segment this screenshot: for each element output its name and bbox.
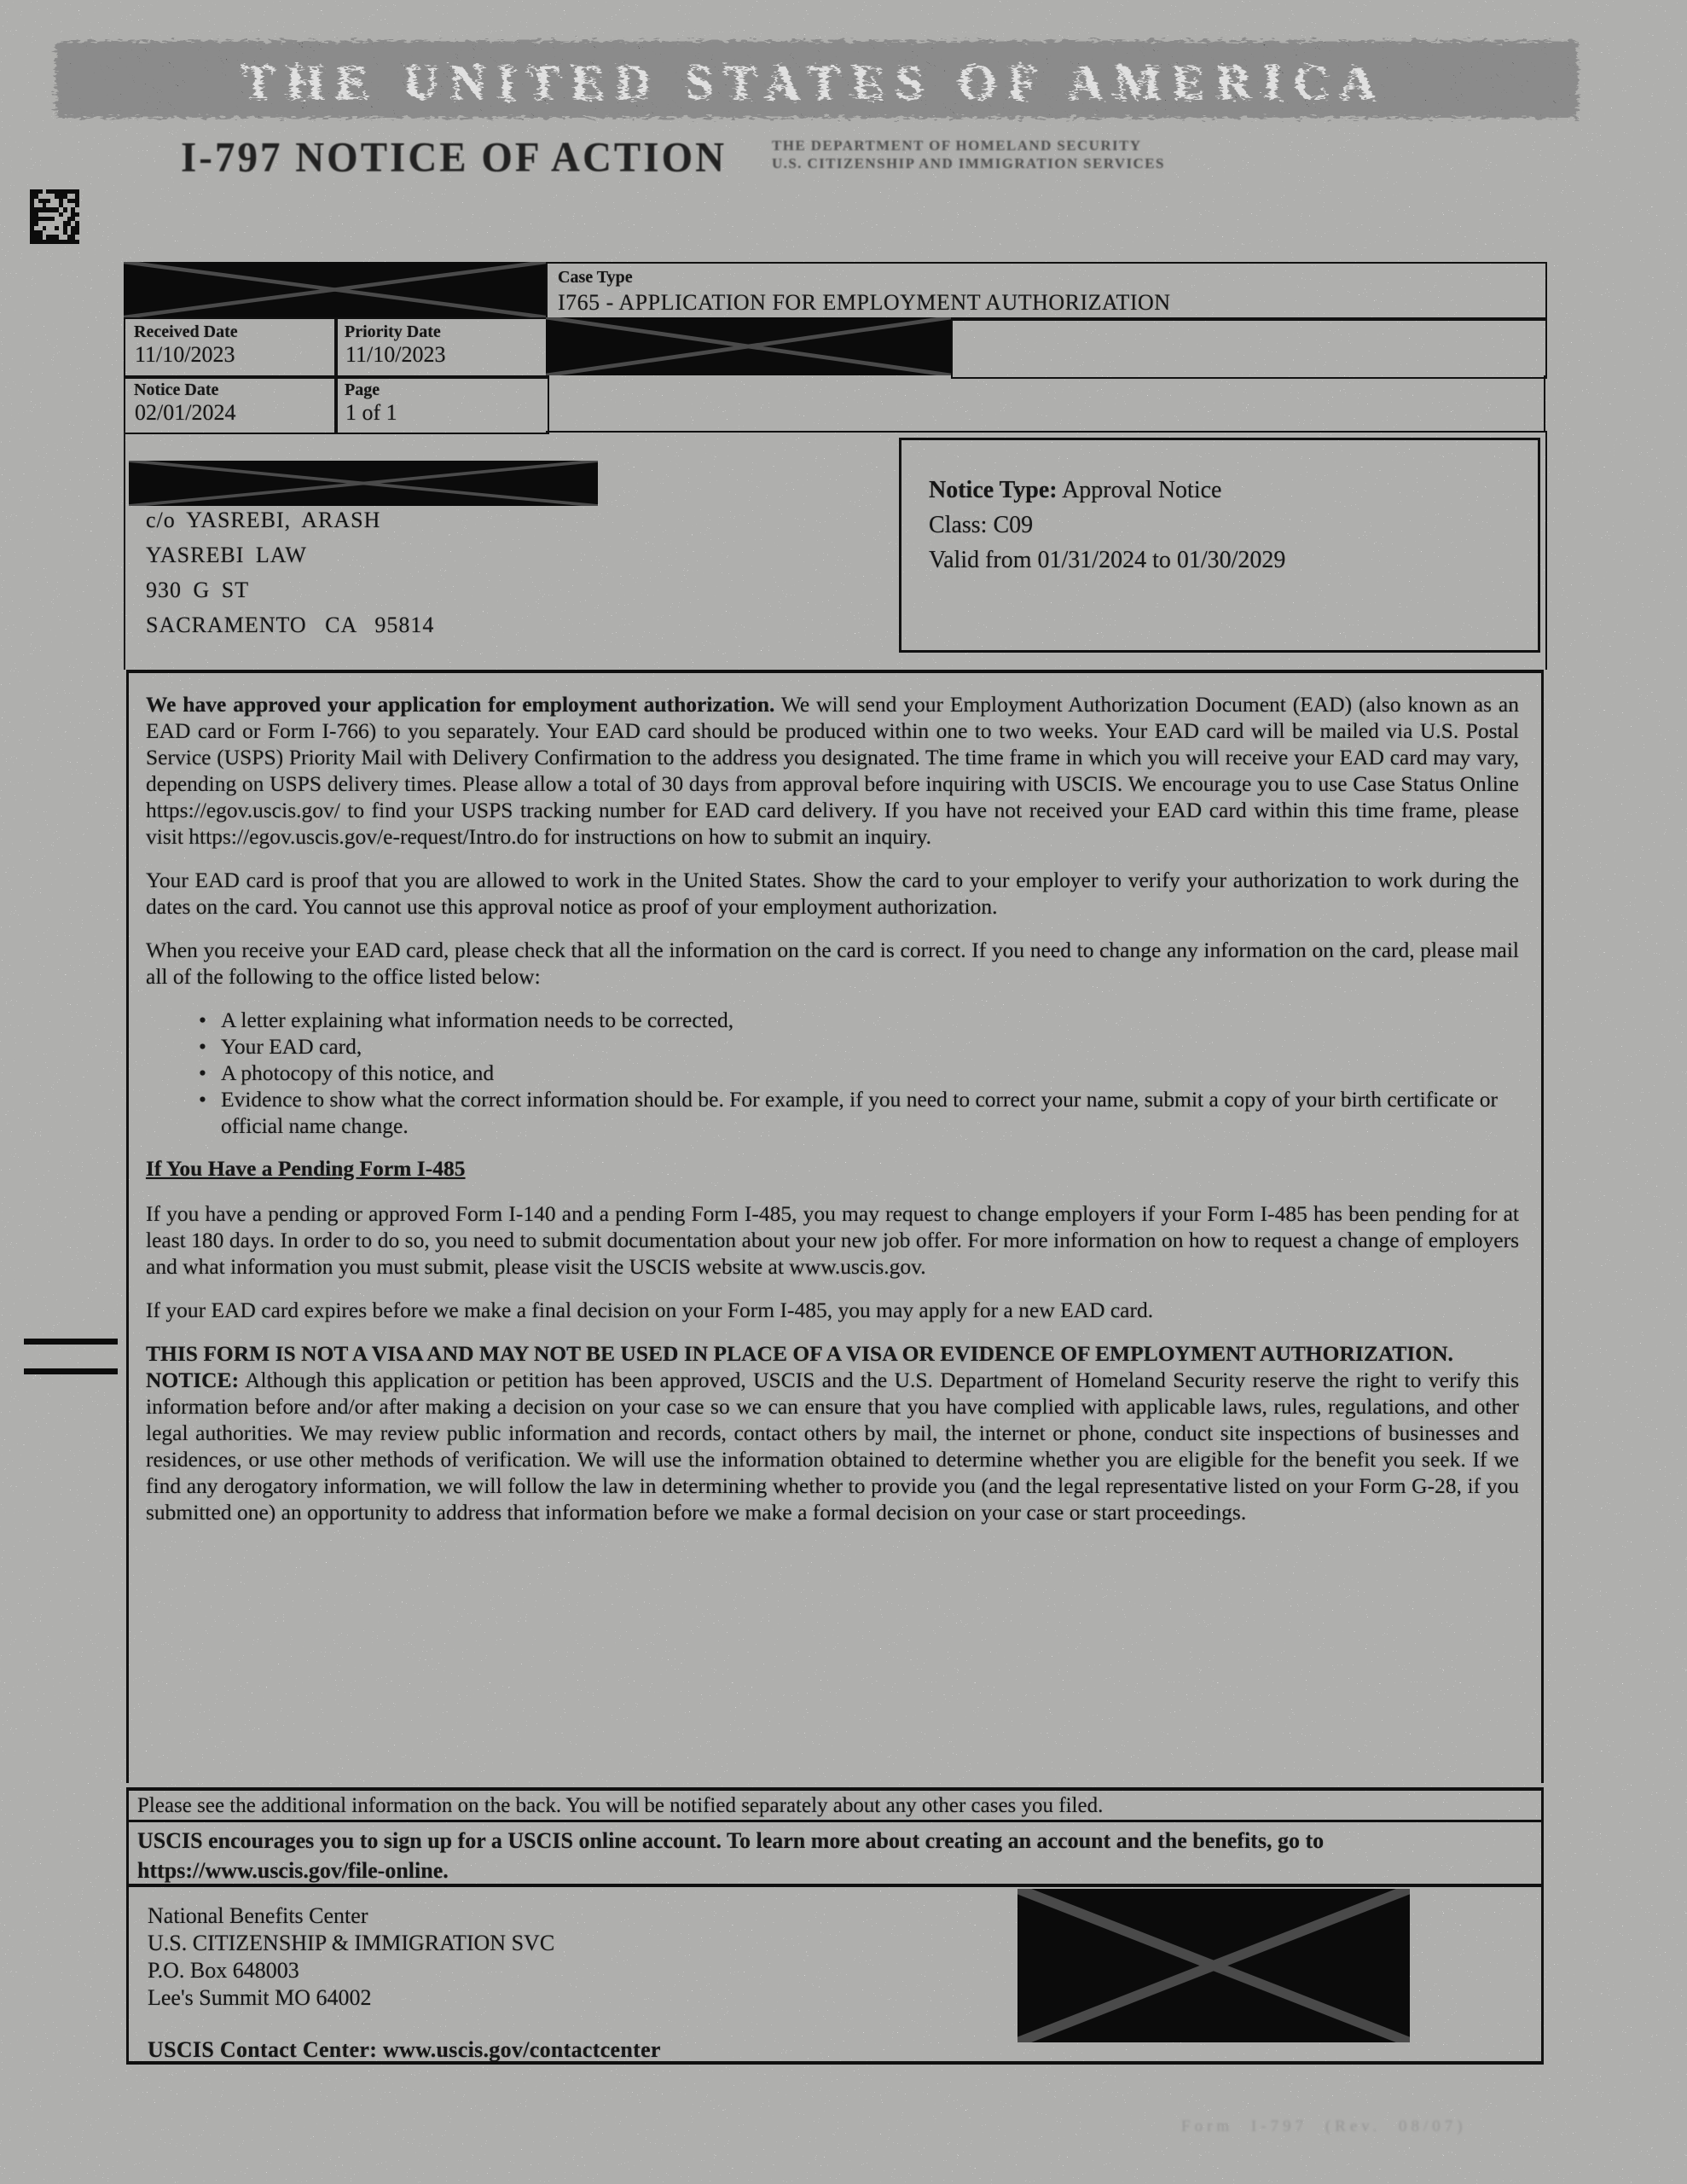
case-type-value: I765 - APPLICATION FOR EMPLOYMENT AUTHORIZATION — [558, 290, 1171, 315]
blank-cell-upper — [951, 317, 1547, 379]
recipient-line-2: YASREBI LAW — [146, 543, 307, 567]
notice-date-cell — [124, 375, 338, 434]
redacted-recipient-name — [129, 461, 598, 506]
redacted-receipt-number — [124, 262, 546, 317]
contact-center-line: USCIS Contact Center: www.uscis.gov/contactcenter — [148, 2037, 661, 2062]
notice-date-label: Notice Date — [134, 380, 219, 399]
paragraph-approval — [146, 691, 1519, 850]
office-line-4: Lee's Summit MO 64002 — [148, 1985, 372, 2010]
registration-mark — [24, 1339, 118, 1345]
data-matrix-barcode — [30, 189, 79, 244]
page-label: Page — [345, 380, 380, 399]
list-item-text: A letter explaining what information needs to be corrected, — [221, 1008, 734, 1032]
paragraph-i140-i485: If you have a pending or approved Form I-140 and a pending Form I-485, you may request to change employers if your Form I-485 has been pending for at least 180 days. In order to do so, you need to submit documentation about your new job offer. For more information on how to request a change of employers and what information you must submit, please visit the USCIS website at www.uscis.gov. — [146, 1201, 1519, 1279]
recipient-line-4: SACRAMENTO CA 95814 — [146, 613, 435, 637]
received-date-cell — [124, 317, 338, 379]
recipient-address — [146, 502, 434, 642]
blank-cell-lower — [546, 375, 1545, 433]
validity-row: Valid from 01/31/2024 to 01/30/2029 — [929, 547, 1286, 573]
additional-info-row: Please see the additional information on the back. You will be notified separately about any other cases you filed. — [126, 1787, 1544, 1822]
form-revision-fineprint: Form I-797 (Rev. 08/07) — [1181, 2117, 1467, 2135]
bullet-icon: • — [199, 1060, 206, 1085]
correction-list — [146, 1007, 1519, 1139]
agency-block — [772, 136, 1249, 172]
list-item — [199, 1007, 1519, 1033]
office-line-1: National Benefits Center — [148, 1903, 368, 1928]
recipient-line-3: 930 G ST — [146, 578, 250, 602]
page-value: 1 of 1 — [345, 400, 397, 425]
bullet-icon: • — [199, 1087, 206, 1112]
address-section — [124, 431, 1547, 670]
office-contact-row — [126, 1887, 1544, 2065]
received-date-label: Received Date — [134, 322, 238, 341]
approval-bold-text: We have approved your application for employment authorization. — [146, 692, 775, 717]
agency-line-2: U.S. CITIZENSHIP AND IMMIGRATION SERVICES — [772, 155, 1165, 171]
bullet-icon: • — [199, 1008, 206, 1032]
paragraph-check-card: When you receive your EAD card, please check that all the information on the card is correct. If you need to change any information on the card, please mail all of the following to the office listed below: — [146, 938, 1519, 989]
recipient-line-1: c/o YASREBI, ARASH — [146, 508, 381, 532]
form-title: I-797 NOTICE OF ACTION — [181, 134, 728, 182]
notice-type-box — [899, 438, 1540, 653]
notice-body — [126, 670, 1544, 1783]
page-cell — [334, 375, 549, 434]
class-label: Class: — [929, 512, 988, 538]
approval-rest-text: We will send your Employment Authorization Document (EAD) (also known as an EAD card or Form I-766) to you separately. Your EAD card should be produced within one to two weeks. Your EAD card will be mailed via U.S. Postal Service (USPS) Priority Mail with Delivery Confirmation to the address you designated. The time frame in which you will receive your EAD card may vary, depending on USPS delivery times. Please allow a total of 30 days from approval before inquiring with USCIS. We encourage you to use Case Status Online https://egov.uscis.gov/ to find your USPS tracking number for EAD card delivery. If you have not received your EAD card within this time frame, please visit https://egov.uscis.gov/e-request/Intro.do for instructions on how to submit an inquiry. — [146, 692, 1519, 849]
usa-banner — [47, 31, 1586, 128]
notice-legal-text: Although this application or petition has been approved, USCIS and the U.S. Department of Homeland Security reserve the right to verify this information before and/or after making a decision on your case so we can ensure that you have complied with applicable laws, rules, regulations, and other legal authorities. We may review public information and records, contact others by mail, the internet or phone, conduct site inspections of businesses and residences, or use other methods of verification. We will use the information obtained to determine whether you are eligible for the benefit you seek. If we find any derogatory information, we will follow the law in determining whether to provide you (and the legal representative listed on your Form G-28, if you submitted one) an opportunity to address that information before we make a formal decision on your case or start proceedings. — [146, 1368, 1519, 1525]
banner-title: THE UNITED STATES OF AMERICA — [241, 55, 1388, 110]
received-date-value: 11/10/2023 — [135, 342, 235, 367]
class-row — [929, 508, 1538, 543]
office-line-3: P.O. Box 648003 — [148, 1958, 299, 1983]
notice-type-value: Approval Notice — [1062, 477, 1222, 503]
list-item-text: A photocopy of this notice, and — [221, 1060, 495, 1085]
case-type-label: Case Type — [558, 268, 633, 287]
paragraph-ead-expires: If your EAD card expires before we make a final decision on your Form I-485, you may apply for a new EAD card. — [146, 1298, 1154, 1322]
online-account-row: USCIS encourages you to sign up for a USCIS online account. To learn more about creating an account and the benefits, go to https://www.uscis.gov/file-online. — [126, 1822, 1544, 1887]
redacted-applicant-block — [546, 317, 951, 375]
heading-pending-i485: If You Have a Pending Form I-485 — [146, 1156, 466, 1181]
paragraph-notice-legal — [146, 1367, 1519, 1525]
priority-date-value: 11/10/2023 — [345, 342, 446, 367]
bullet-icon: • — [199, 1034, 206, 1059]
not-a-visa-warning: THIS FORM IS NOT A VISA AND MAY NOT BE USED IN PLACE OF A VISA OR EVIDENCE OF EMPLOYMENT AUTHORIZATION. — [146, 1341, 1453, 1366]
case-type-cell — [546, 262, 1547, 321]
registration-mark — [24, 1368, 118, 1374]
list-item-text: Evidence to show what the correct information should be. For example, if you need to correct your name, submit a copy of your birth certificate or official name change. — [221, 1087, 1498, 1138]
priority-date-cell — [334, 317, 549, 379]
notice-label: NOTICE: — [146, 1368, 240, 1392]
list-item — [199, 1060, 1519, 1086]
redacted-signature-block — [1017, 1889, 1410, 2042]
class-value: C09 — [993, 512, 1034, 538]
agency-line-1: THE DEPARTMENT OF HOMELAND SECURITY — [772, 137, 1142, 154]
office-address-block — [148, 1902, 554, 2012]
list-item — [199, 1033, 1519, 1060]
list-item — [199, 1086, 1519, 1139]
notice-type-label: Notice Type: — [929, 477, 1058, 503]
notice-date-value: 02/01/2024 — [135, 400, 236, 425]
notice-type-row — [929, 473, 1538, 508]
office-line-2: U.S. CITIZENSHIP & IMMIGRATION SVC — [148, 1931, 555, 1955]
paragraph-ead-proof: Your EAD card is proof that you are allowed to work in the United States. Show the card to your employer to verify your authorization to work during the dates on the card. You cannot use this approval notice as proof of your employment authorization. — [146, 868, 1519, 919]
priority-date-label: Priority Date — [345, 322, 441, 341]
list-item-text: Your EAD card, — [221, 1034, 362, 1059]
